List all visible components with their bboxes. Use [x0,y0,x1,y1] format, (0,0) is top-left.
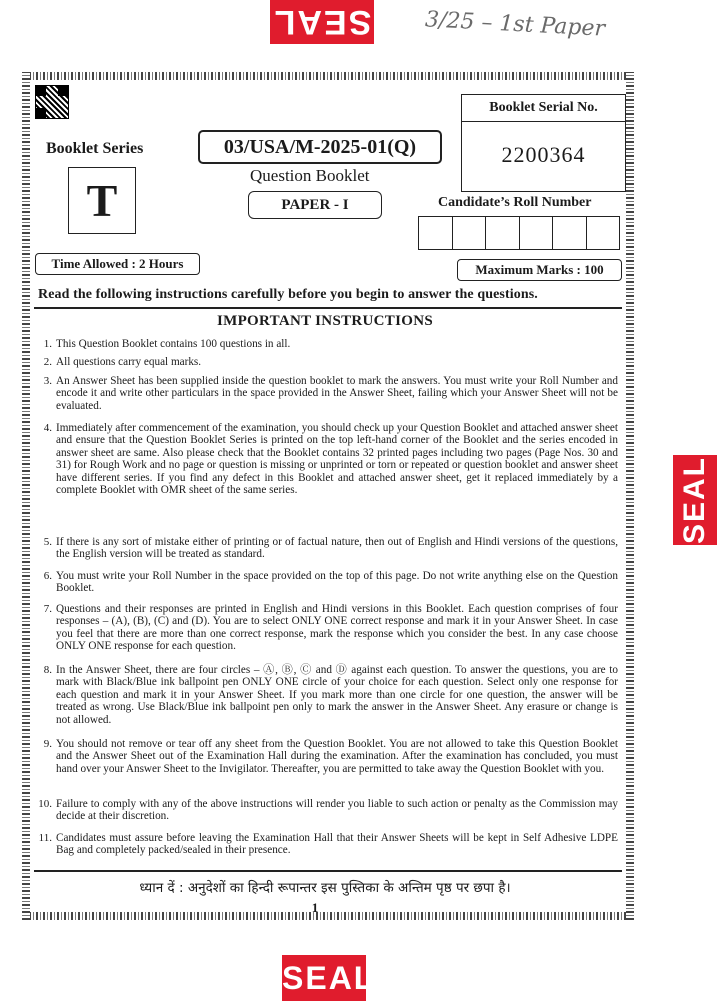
instruction-text: You must write your Roll Number in the space provided on the top of this page. Do not write anything else on the Question Booklet. [56,570,618,595]
roll-digit-cell[interactable] [453,217,487,249]
handwritten-note: 3/25 – 1st Paper [424,7,606,42]
time-allowed: Time Allowed : 2 Hours [35,253,200,275]
instruction-text: Immediately after commencement of the examination, you should check up your Question Booklet and attached answer sheet and ensure that the Question Booklet Series is printed on the top left-hand corner of the Booklet and the series encoded in answer sheet are same. Also please check that the Booklet contains 32 printed pages including two pages (Page Nos. 30 and 31) for Rough Work and no page or question is missing or unprinted or torn or repeated or question booklet and answer sheet have different series. If you find any defect in this Booklet and attached answer sheet, get it replaced immediately by a complete Booklet with OMR sheet of the same series. [56,422,618,497]
important-instructions-title: IMPORTANT INSTRUCTIONS [217,313,433,329]
roll-number-label: Candidate’s Roll Number [438,195,592,210]
qr-code-icon [35,85,69,119]
divider-rule [34,307,622,309]
instruction-number: 8. [43,664,52,676]
seal-sticker-top: SEAL [270,0,374,44]
booklet-serial-label: Booklet Serial No. [462,95,625,122]
instruction-text: Questions and their responses are printed in English and Hindi versions in this Booklet. Each question comprises of four responses – (A), (B), (C) and (D). You are to select ONLY ONE correct response and mark it in your Answer Sheet. In case you feel that there are more than one correct response, mark the response which you consider the best. In any case choose ONLY ONE response for each question. [56,603,618,653]
instruction-number: 1. [43,338,52,350]
seal-sticker-bottom: SEAL [282,955,366,1001]
question-booklet-label: Question Booklet [250,166,370,185]
instruction-number: 9. [43,738,52,750]
instruction-number: 3. [43,375,52,387]
border-left [22,72,30,920]
roll-digit-cell[interactable] [419,217,453,249]
roll-digit-cell[interactable] [553,217,587,249]
instruction-number: 2. [43,356,52,368]
read-instruction: Read the following instructions carefully before you begin to answer the questions. [38,287,538,302]
hindi-note: ध्यान दें : अनुदेशों का हिन्दी रूपान्तर इस पुस्तिका के अन्तिम पृष्ठ पर छपा है। [139,880,511,896]
instruction-number: 6. [43,570,52,582]
instruction-number: 10. [38,798,52,810]
instruction-text: Failure to comply with any of the above instructions will render you liable to such action or penalty as the Commission may decide at their discretion. [56,798,618,823]
booklet-series-value: T [68,167,136,234]
instruction-text: In the Answer Sheet, there are four circles – Ⓐ, Ⓑ, Ⓒ and Ⓓ against each question. To answer the questions, you are to mark with Black/Blue ink ballpoint pen ONLY ONE circle of your choice for each question. Select only one response for each question and mark it in your Answer Sheet. If you mark more than one circle for one question, the answer will be treated as wrong. Use Black/Blue ink ballpoint pen only to mark the answer in the Answer Sheet. Any erasure or change is not allowed. [56,664,618,726]
instruction-number: 4. [43,422,52,434]
booklet-serial-box [461,94,626,192]
instruction-text: You should not remove or tear off any sheet from the Question Booklet. You are not allowed to take this Question Booklet and the Answer Sheet out of the Examination Hall during the examination. After the examination has concluded, you must hand over your Answer Sheet to the Invigilator. Thereafter, you are permitted to take away the Question Booklet with you. [56,738,618,775]
instruction-text: An Answer Sheet has been supplied inside the question booklet to mark the answers. You must write your Roll Number and encode it and write other particulars in the space provided in the Answer Sheet, failing which your Answer Sheet will not be evaluated. [56,375,618,412]
roll-number-boxes[interactable] [418,216,620,250]
seal-sticker-right-label: SEAL [678,456,711,545]
instruction-text: Candidates must assure before leaving the Examination Hall that their Answer Sheets will be kept in Self Adhesive LDPE Bag and completely packed/sealed in their presence. [56,832,618,857]
divider-rule [34,870,622,872]
instruction-text: All questions carry equal marks. [56,356,202,368]
booklet-series-label: Booklet Series [46,140,144,157]
instruction-number: 5. [43,536,52,548]
seal-sticker-right [673,455,717,545]
roll-digit-cell[interactable] [486,217,520,249]
page-number: 1 [311,900,319,915]
booklet-serial-value: 2200364 [501,142,586,167]
instruction-number: 11. [38,832,52,844]
roll-digit-cell[interactable] [587,217,620,249]
border-right [626,72,634,920]
booklet-code: 03/USA/M-2025-01(Q) [198,130,442,164]
maximum-marks: Maximum Marks : 100 [457,259,622,281]
instruction-text: If there is any sort of mistake either of printing or of factual nature, then out of English and Hindi versions of the questions, the English version will be treated as standard. [56,536,618,561]
roll-digit-cell[interactable] [520,217,554,249]
instruction-text: This Question Booklet contains 100 questions in all. [56,338,291,350]
instruction-number: 7. [43,603,52,615]
border-top [22,72,634,80]
paper-label: PAPER - I [248,191,382,219]
